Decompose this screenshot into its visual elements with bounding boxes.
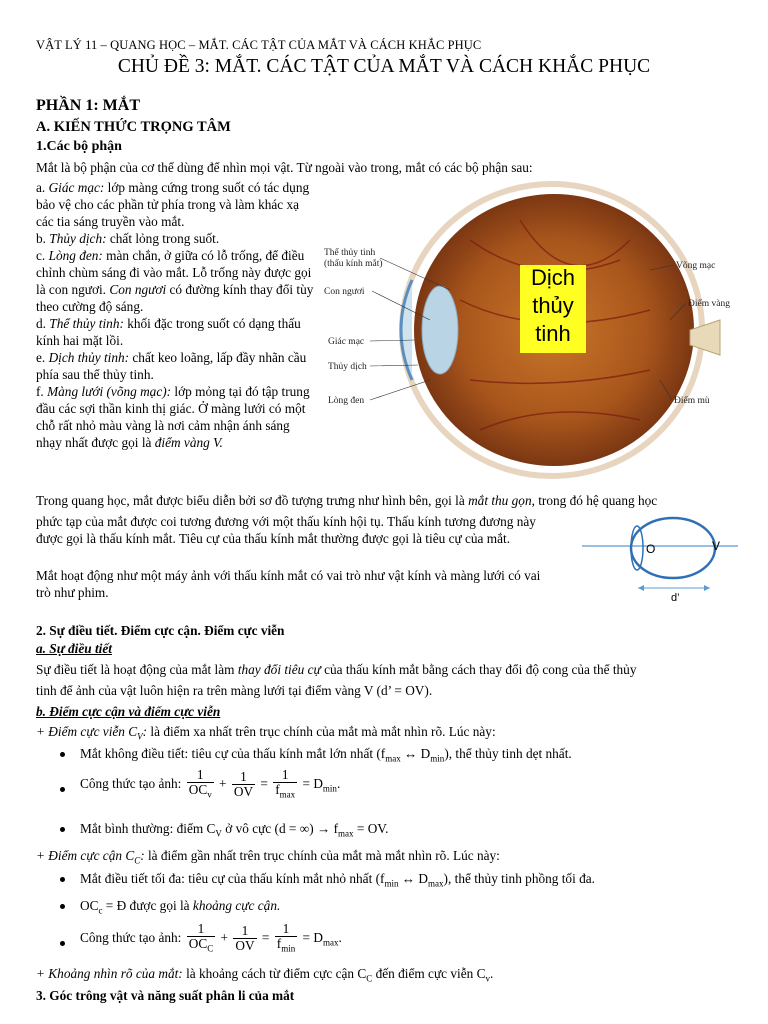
point-v-label: V [712,539,721,553]
accommodation-text: Sự điều tiết là hoạt động của mắt làm thay đổi tiêu cự của thấu kính mắt bằng cách thay đổi độ cong của thể thủy [36,662,637,677]
reduced-eye-paragraph: Trong quang học, mắt được biểu diễn bởi sơ đồ tượng trưng như hình bên, gọi là mắt thu gọn, trong đó hệ quang học [36,493,658,508]
vitreous-text-3: tinh [535,321,571,346]
far-point-definition: + Điểm cực viễn $C_V$: là điểm xa nhất trên trục chính của mắt mà mắt nhìn rõ. Lúc này: [36,724,496,742]
label-lens: Thể thủy tinh [324,248,376,258]
section-2-heading: 2. Sự điều tiết. Điểm cực cận. Điểm cực viễn [36,623,285,638]
section-3-heading: 3. Góc trông vật và năng suất phân li của mắt [36,988,295,1003]
part-item: d. Thể thủy tinh: khối đặc trong suốt có dạng thấu kính hai mặt lồi. [36,316,301,348]
part-item: f. Màng lưới (võng mạc): lớp mỏng tại đó tập trung đầu các sợi thần kinh thị giác. Ở màng lưới có một chỗ rất nhỏ màu vàng là nơi cảm nhận ánh sáng nhạy nhất được gọi là điểm vàng V. [36,384,310,450]
part-item: c. Lòng đen: màn chắn, ở giữa có lỗ trống, để điều chỉnh chùm sáng đi vào mắt. Lỗ trống này được gọi là con ngươi. Con ngươi có đường kính thay đổi tùy theo cường độ sáng. [36,248,314,314]
label-pupil: Con ngươi [324,287,365,297]
section-1-heading: 1.Các bộ phận [36,139,122,154]
subsection-b-heading: b. Điểm cực cận và điểm cực viễn [36,704,221,719]
label-lens-2: (thấu kính mắt) [324,259,383,269]
label-macula: Điểm vàng [688,299,730,309]
page-title: CHỦ ĐỀ 3: MẮT. CÁC TẬT CỦA MẮT VÀ CÁCH KHẮC PHỤC [117,56,651,77]
near-point-definition: + Điểm cực cận $C_C$: là điểm gần nhất trên trục chính của mắt mà mắt nhìn rõ. Lúc này: [36,848,500,866]
parts-list [36,179,314,451]
part-item: e. Dịch thủy tinh: chất keo loãng, lấp đầy nhãn cầu phía sau thể thủy tinh. [36,350,307,382]
vitreous-text-1: Dịch [530,265,576,290]
eye-anatomy-illustration [320,180,732,480]
intro-paragraph: Mắt là bộ phận của cơ thể dùng để nhìn mọi vật. Từ ngoài vào trong, mắt có các bộ phận sau: [36,160,533,175]
viewing-range-definition: + Khoảng nhìn rõ của mắt: là khoảng cách từ điểm cực cận $C_C$ đến điểm cực viễn $C_v$. [36,966,494,984]
label-blind-spot: Điểm mù [674,396,710,406]
part-item: a. Giác mạc: lớp màng cứng trong suốt có tác dụng bảo vệ cho các phần tử phía trong và làm khác xạ các tia sáng truyền vào mắt. [36,180,310,229]
subsection-a-heading: a. Sự điều tiết [36,641,112,656]
header-subject: VẬT LÝ 11 – QUANG HỌC – MẮT. CÁC TẬT CỦA MẮT VÀ CÁCH KHẮC PHỤC [36,38,482,52]
label-retina: Võng mạc [676,261,716,271]
reduced-eye-paragraph-2: phức tạp của mắt được coi tương đương với một thấu kính hội tụ. Thấu kính tương đương này được gọi là thấu kính mắt. Tiêu cự của thấu kính mắt thường được gọi là tiêu cự của mắt. [36,514,536,546]
point-o-label: O [646,542,656,556]
reduced-eye-diagram [580,516,740,604]
label-iris: Lòng đen [328,396,365,406]
lens-shape [422,286,458,374]
part-item: b. Thủy dịch: chất lỏng trong suốt. [36,231,220,246]
distance-d-label: d’ [671,592,680,604]
part-heading: PHẦN 1: MẮT [36,97,140,114]
label-aqueous: Thủy dịch [328,362,367,372]
vitreous-text-2: thủy [532,293,574,318]
camera-analogy-paragraph: Mắt hoạt động như một máy ảnh với thấu kính mắt có vai trò như vật kính và màng lưới có vai trò như phim. [36,568,541,600]
section-a-heading: A. KIẾN THỨC TRỌNG TÂM [36,119,231,135]
accommodation-text-2: tinh để ảnh của vật luôn hiện ra trên màng lưới tại điểm vàng V (d’ = OV). [36,683,433,698]
label-cornea: Giác mạc [328,337,365,347]
